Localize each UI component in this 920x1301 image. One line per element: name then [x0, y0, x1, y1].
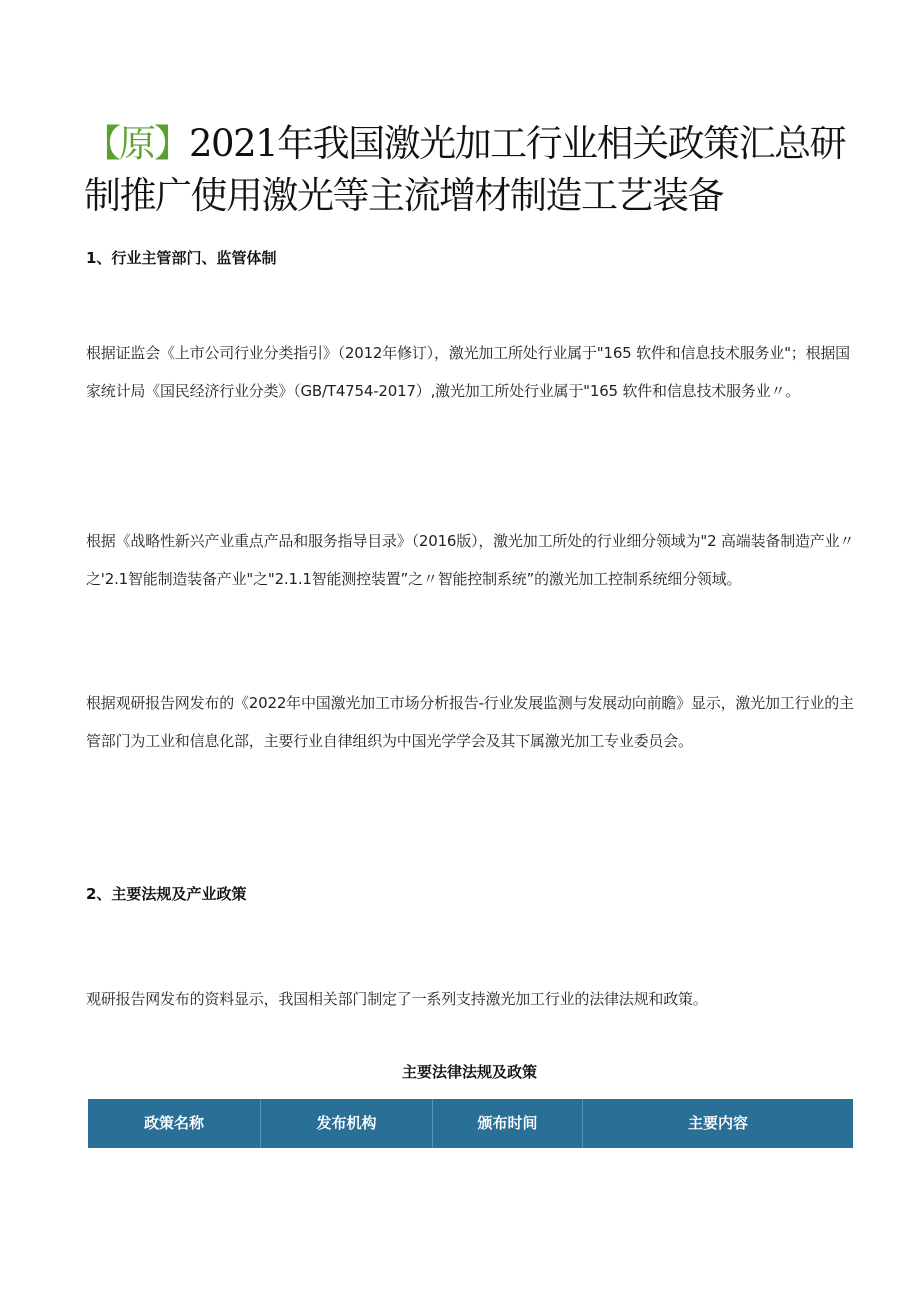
paragraph-regulator: 根据观研报告网发布的《2022年中国激光加工市场分析报告-行业发展监测与发展动向前瞻》显示，激光加工行业的主管部门为工业和信息化部，主要行业自律组织为中国光学学会及其下属激光加工专业委员会。 — [86, 694, 854, 750]
page-title — [84, 118, 864, 222]
column-header-content: 主要内容 — [582, 1099, 853, 1148]
section-heading-1: 1、行业主管部门、监管体制 — [86, 249, 277, 267]
paragraph-industry-classification: 根据证监会《上市公司行业分类指引》（2012年修订），激光加工所处行业属于"165 软件和信息技术服务业"；根据国家统计局《国民经济行业分类》（GB/T4754-2017）,激光加工所处行业属于"165 软件和信息技术服务业〃。 — [86, 344, 850, 400]
title-text: 2021年我国激光加工行业相关政策汇总研制推广使用激光等主流增材制造工艺装备 — [84, 122, 846, 217]
table-header-row — [88, 1099, 853, 1148]
column-header-issuer: 发布机构 — [260, 1099, 432, 1148]
column-header-policy-name: 政策名称 — [143, 1114, 204, 1132]
column-header-date: 颁布时间 — [432, 1099, 582, 1148]
paragraph-strategic-catalog: 根据《战略性新兴产业重点产品和服务指导目录》（2016版），激光加工所处的行业细分领域为"2 高端装备制造产业〃之'2.1智能制造装备产业"之"2.1.1智能测控装置”之〃智能控制系统”的激光加工控制系统细分领域。 — [86, 532, 855, 588]
original-tag: 【原】 — [84, 122, 189, 165]
table-title: 主要法律法规及政策 — [401, 1063, 537, 1081]
section-heading-2: 2、主要法规及产业政策 — [86, 885, 247, 903]
paragraph-policy-intro: 观研报告网发布的资料显示，我国相关部门制定了一系列支持激光加工行业的法律法规和政策。 — [86, 990, 708, 1008]
